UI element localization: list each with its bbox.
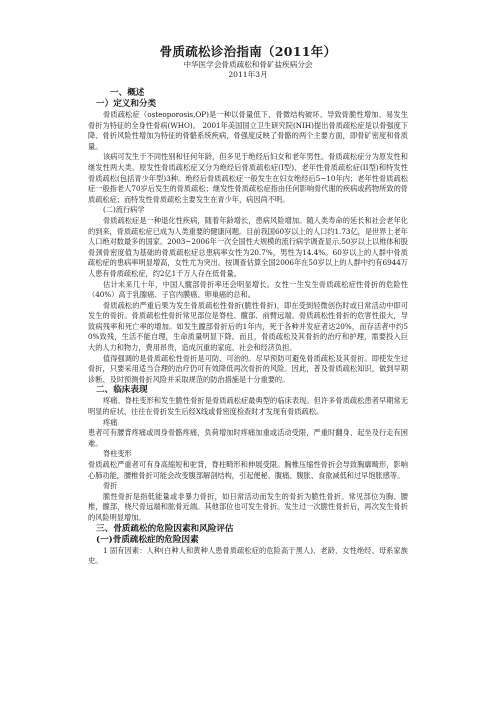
subsection-heading-risk-factors: (一)骨质疏松症的危险因素 bbox=[96, 534, 199, 545]
paragraph-epidemiology: 骨质疏松症是一种退化性疾病，随着年龄增长，患病风险增加。随人类寿命的延长和社会老年化的到来，骨质疏松症已成为人类重要的健康问题。目前我国60岁以上的人口约1.73亿，是世界上老年人口绝对数最多的国家。2003~2006年一次全国性大规模的流行病学调查显示,50岁以上以椎体和股骨颈骨密度值为基础的骨质疏松症总患病率女性为20.7%，男性为14.4%。60岁以上的人群中骨质疏松症的患病率明显增高，女性尤为突出。按调查估算全国2006年在50岁以上的人群中约有6944万人患有骨质疏松症，约2亿1千万人存在低骨量。 bbox=[88, 215, 408, 278]
paragraph-fracture: 脆性骨折是指低能量或非暴力骨折，如日常活动而发生的骨折为脆性骨折。常见部位为胸、腰椎，髋部，桡尺骨远端和肱骨近端。其他部位也可发生骨折。发生过一次脆性骨折后，再次发生骨折的风险明显增加。 bbox=[88, 491, 408, 522]
paragraph-spine: 骨质疏松严重者可有身高缩短和驼背，脊柱畸形和伸展受限。胸椎压缩性骨折会导致胸廓畸形，影响心肺功能，腰椎骨折可能会改变腹部解剖结构，引起便秘、腹痛、腹胀、食欲减低和过早饱胀感等。 bbox=[88, 460, 408, 480]
paragraph-prevention: 值得强调的是骨质疏松性骨折是可防、可治的。尽早预防可避免骨质疏松及其骨折。即使发生过骨折，只要采用适当合理的治疗仍可有效降低再次骨折的风险。因此，普及骨质疏松知识，做到早期诊断、及时预测骨折风险并采取规范的防治措施是十分重要的。 bbox=[88, 353, 408, 384]
section-heading-clinical: 二、临床表现 bbox=[96, 385, 148, 396]
paragraph-classification: 该病可发生于不同性别和任何年龄，但多见于绝经后妇女和老年男性。骨质疏松症分为原发性和继发性两大类。原发性骨质疏松症又分为绝经后骨质疏松症(I型)、老年性骨质疏松症(II型)和特发性骨质疏松(包括青少年型)3种。绝经后骨质疏松症一般发生在妇女绝经后5~10年内；老年性骨质疏松症一般指老人70岁后发生的骨质疏松；继发性骨质疏松症指由任何影响骨代谢的疾病或药物所致的骨质疏松症；而特发性骨质疏松主要发生在青少年，病因尚不明。 bbox=[88, 152, 408, 204]
document-organization: 中华医学会骨质疏松和骨矿盐疾病分会 bbox=[183, 60, 313, 69]
section-heading-overview: 一、概述 bbox=[110, 88, 145, 98]
paragraph-intrinsic-factors: 1 固有因素：人种(白种人和黄种人患骨质疏松症的危险高于黑人)、老龄、女性绝经、母系家族史。 bbox=[88, 545, 408, 566]
clinical-fracture-heading: 骨折 bbox=[103, 481, 118, 491]
section-heading-risk: 三、骨质疏松的危险因素和风险评估 bbox=[96, 523, 234, 534]
clinical-spine-heading: 脊柱变形 bbox=[103, 449, 132, 459]
paragraph-fracture-risk: 估计未来几十年，中国人髋部骨折率还会明显增长。女性一生发生骨质疏松症性骨折的危险性（40%）高于乳腺癌、子宫内膜癌、卵巢癌的总和。 bbox=[88, 279, 408, 300]
document-title: 骨质疏松诊治指南（2011年） bbox=[159, 44, 337, 59]
clinical-pain-heading: 疼痛 bbox=[103, 417, 118, 427]
subsection-heading-definition: 一）定义和分类 bbox=[96, 99, 157, 109]
paragraph-pain: 患者可有腰背疼痛或周身骨骼疼痛，负荷增加时疼痛加重或活动受限，严重时翻身、起坐及行走有困难。 bbox=[88, 428, 408, 448]
document-date: 2011年3月 bbox=[228, 70, 268, 79]
paragraph-consequences: 骨质疏松的严重后果为发生骨质疏松性骨折(脆性骨折)，即在受到轻微创伤时或日常活动中即可发生的骨折。骨质疏松性骨折常见部位是脊柱、髋部、前臂远端。骨质疏松性骨折的危害性很大，导致病残率和死亡率的增加。如发生髋部骨折后的1年内，死于各种并发症者达20%，而存活者中约50%致残，生活不能自理，生命质量明显下降。而且，骨质疏松及其骨折的治疗和护理，需要投入巨大的人力和物力，费用昂贵，造成沉重的家庭、社会和经济负担。 bbox=[88, 300, 408, 353]
subsection-heading-epidemiology: (二)流行病学 bbox=[103, 205, 145, 215]
paragraph-clinical-intro: 疼痛、脊柱变形和发生脆性骨折是骨质疏松症最典型的临床表现。但许多骨质疏松患者早期常无明显的症状，往往在骨折发生后经X线或骨密度检查时才发现有骨质疏松。 bbox=[88, 396, 408, 417]
paragraph-definition: 骨质疏松症（osteoporosis,OP)是一种以骨量低下、骨微结构破坏、导致骨脆性增加、易发生骨折为特征的全身性骨病(WHO)。 2001年美国国立卫生研究院(NIH)提出骨质疏松症是以骨强度下降、骨折风险性增加为特征的骨骼系统疾病，骨强度反映了骨骼的两个主要方面，即骨矿密度和骨质量。 bbox=[88, 110, 408, 151]
